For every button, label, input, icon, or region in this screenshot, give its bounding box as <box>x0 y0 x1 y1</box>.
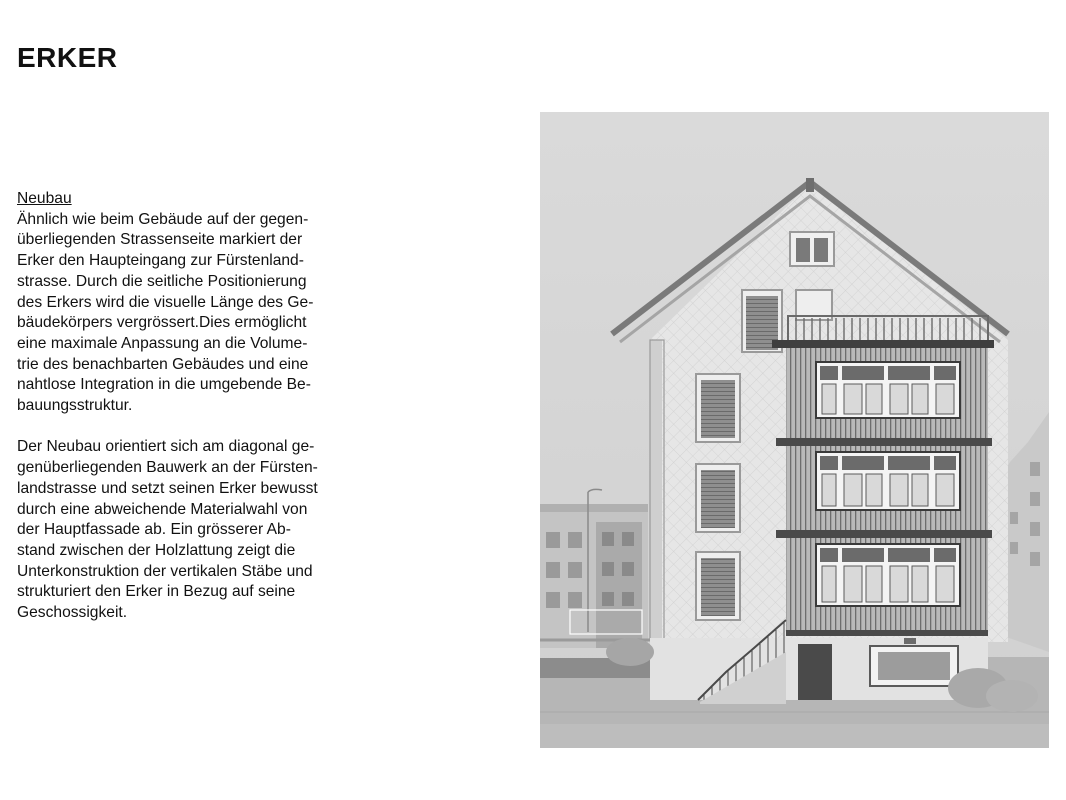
text-line: nahtlose Integration in die umgebende Be- <box>17 376 311 394</box>
text-line: strukturiert den Erker in Bezug auf seine <box>17 583 296 601</box>
bay-window-erker <box>772 340 994 636</box>
paragraph-2 <box>17 437 362 623</box>
page-title: ERKER <box>17 42 118 73</box>
text-line: bäudekörpers vergrössert.Dies ermöglicht <box>17 314 307 332</box>
text-line: eine maximale Anpassung an die Volume- <box>17 334 308 352</box>
text-line: Ähnlich wie beim Gebäude auf der gegen- <box>17 210 309 228</box>
text-line: überliegenden Strassenseite markiert der <box>17 231 303 249</box>
text-line: trie des benachbarten Gebäudes und eine <box>17 355 309 373</box>
text-line: der Hauptfassade ab. Ein grösserer Ab- <box>17 521 291 539</box>
text-line: durch eine abweichende Materialwahl von <box>17 500 308 518</box>
text-line: Unterkonstruktion der vertikalen Stäbe und <box>17 562 313 580</box>
text-line: Geschossigkeit. <box>17 604 128 622</box>
text-line: stand zwischen der Holzlattung zeigt die <box>17 541 296 559</box>
text-line: landstrasse und setzt seinen Erker bewusst <box>17 479 318 497</box>
text-line: Der Neubau orientiert sich am diagonal ge- <box>17 438 315 456</box>
paragraph-1 <box>17 210 362 417</box>
text-line: bauungsstruktur. <box>17 397 133 415</box>
background-building-left <box>540 489 650 648</box>
text-line: des Erkers wird die visuelle Länge des Ge- <box>17 293 314 311</box>
text-column <box>17 189 362 624</box>
text-line: genüberliegenden Bauwerk an der Fürsten- <box>17 459 318 477</box>
text-line: Erker den Haupteingang zur Fürstenland- <box>17 252 304 270</box>
text-line: strasse. Durch die seitliche Positionierung <box>17 272 307 290</box>
section-subheading: Neubau <box>17 190 72 207</box>
house-photo <box>540 112 1049 748</box>
